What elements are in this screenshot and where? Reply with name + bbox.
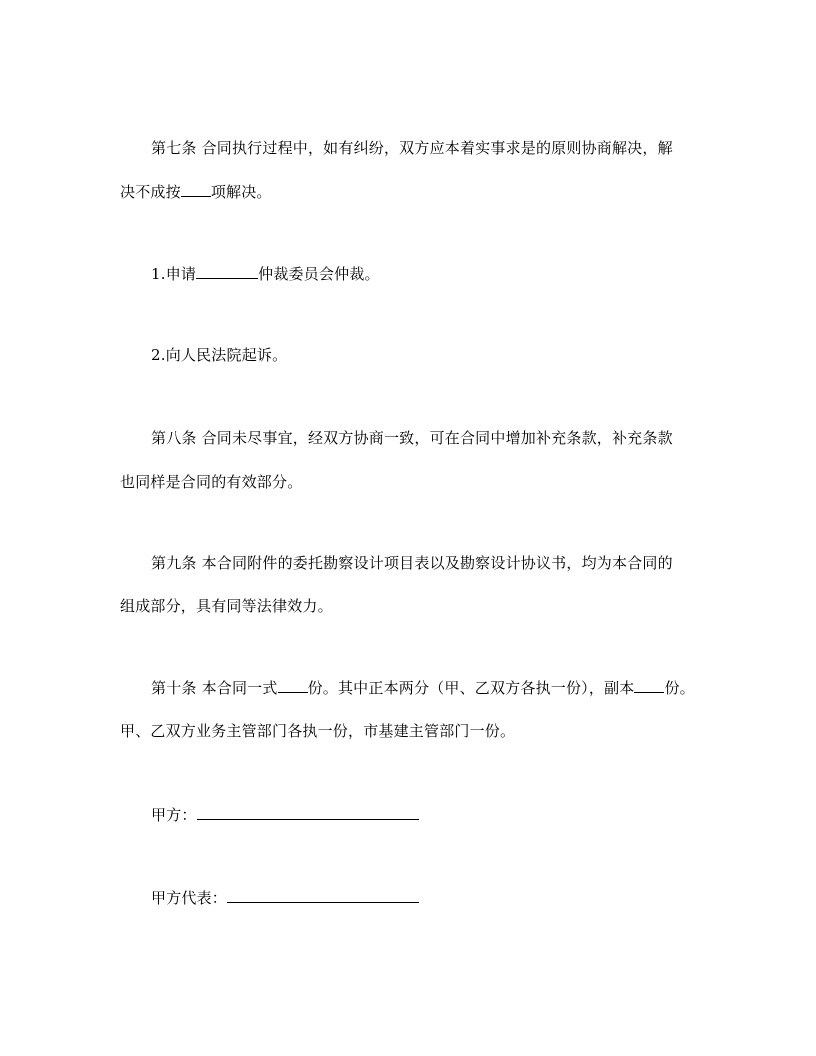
article9-line1 (151, 553, 673, 573)
article7-line1 (151, 138, 673, 158)
article10-text-c: 份。 (664, 679, 695, 697)
item2-text: 2.向人民法院起诉。 (151, 346, 288, 364)
article7-text: 第七条 合同执行过程中，如有纠纷，双方应本着实事求是的原则协商解决，解 (151, 139, 673, 157)
article7-text-b: 项解决。 (210, 183, 272, 201)
article8-line1 (151, 428, 673, 448)
article10-line2 (120, 721, 515, 741)
article10-line1 (151, 678, 695, 698)
article9-text-2: 组成部分，具有同等法律效力。 (120, 597, 333, 615)
article10-text-b: 份。其中正本两分（甲、乙双方各执一份），副本 (307, 679, 635, 697)
article10-copies-blank[interactable] (278, 678, 308, 693)
article8-text: 第八条 合同未尽事宜，经双方协商一致，可在合同中增加补充条款，补充条款 (151, 429, 673, 447)
article9-line2 (120, 596, 333, 616)
article10-text-2: 甲、乙双方业务主管部门各执一份，市基建主管部门一份。 (120, 722, 516, 740)
article10-text-a: 第十条 本合同一式 (151, 679, 278, 697)
party-a-line (151, 803, 419, 825)
item1-line (151, 264, 380, 284)
party-a-rep-signature-field[interactable] (227, 886, 419, 903)
item2-line (151, 345, 287, 365)
item1-text-a: 1.申请 (151, 265, 197, 283)
party-a-rep-label: 甲方代表： (151, 889, 228, 907)
party-a-signature-field[interactable] (197, 803, 419, 820)
party-a-rep-line (151, 886, 419, 908)
article7-blank[interactable] (181, 182, 211, 197)
item1-text-b: 仲裁委员会仲裁。 (258, 265, 380, 283)
article7-line2 (120, 182, 272, 202)
party-a-label: 甲方： (151, 806, 197, 824)
article8-text-2: 也同样是合同的有效部分。 (120, 473, 303, 491)
item1-blank[interactable] (196, 264, 258, 279)
article7-text-a: 决不成按 (120, 183, 181, 201)
article8-line2 (120, 472, 302, 492)
article10-duplicates-blank[interactable] (634, 678, 664, 693)
article9-text: 第九条 本合同附件的委托勘察设计项目表以及勘察设计协议书，均为本合同的 (151, 554, 673, 572)
